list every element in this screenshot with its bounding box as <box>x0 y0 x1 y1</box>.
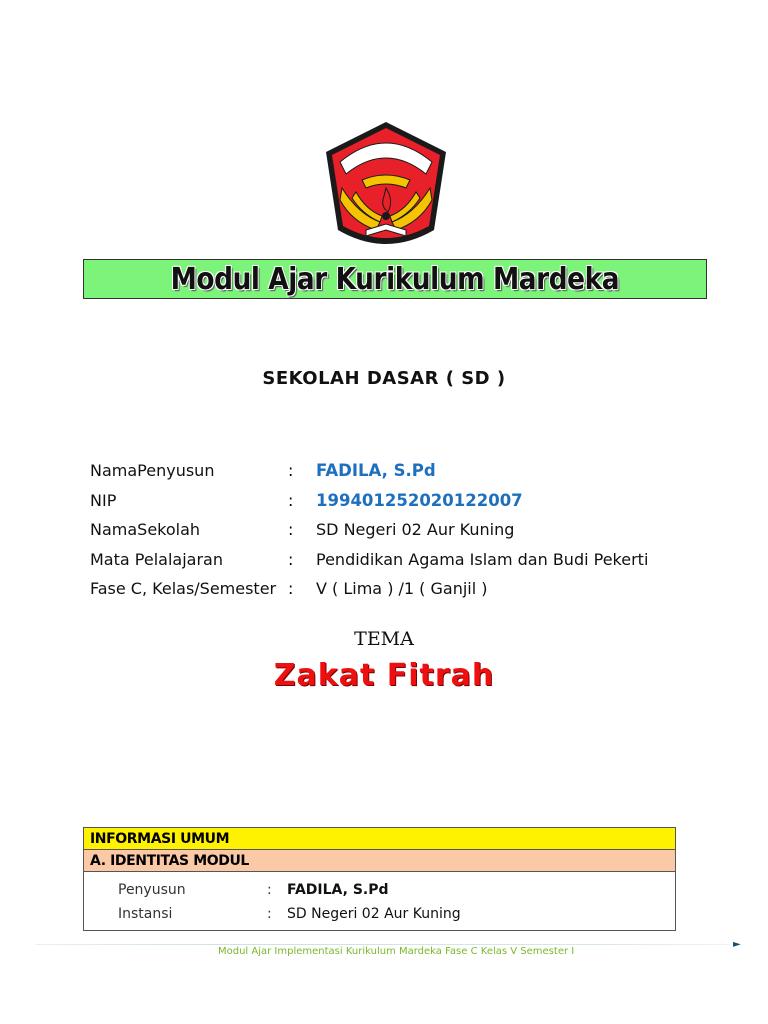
info-row-author <box>90 456 730 486</box>
author-info-list <box>90 456 730 604</box>
title-banner <box>83 259 707 299</box>
theme-label: TEMA <box>354 628 414 650</box>
info-colon: : <box>288 520 294 540</box>
info-label: NamaSekolah <box>90 520 201 540</box>
theme-title: Zakat Fitrah <box>273 658 495 693</box>
table-row-colon: : <box>267 906 272 922</box>
info-value-school: SD Negeri 02 Aur Kuning <box>316 520 515 540</box>
school-type-heading: SEKOLAH DASAR ( SD ) <box>262 368 506 389</box>
info-colon: : <box>288 549 294 569</box>
info-label: NIP <box>90 490 117 510</box>
table-row <box>84 878 675 902</box>
info-value-author: FADILA, S.Pd <box>316 461 436 481</box>
info-label: Mata Pelalajaran <box>90 549 223 569</box>
table-row-value: FADILA, S.Pd <box>287 882 389 898</box>
info-row-subject <box>90 545 730 575</box>
info-colon: : <box>288 461 294 481</box>
table-row-value: SD Negeri 02 Aur Kuning <box>287 906 461 922</box>
info-row-nip <box>90 486 730 516</box>
info-value-nip: 199401252020122007 <box>316 490 523 510</box>
footer-arrow-icon: ► <box>733 939 741 950</box>
logo-emblem-icon <box>322 118 450 258</box>
info-label: NamaPenyusun <box>90 461 215 481</box>
table-row-colon: : <box>267 882 272 898</box>
general-info-table <box>83 827 676 931</box>
info-row-school <box>90 515 730 545</box>
info-value-phase: V ( Lima ) /1 ( Ganjil ) <box>316 579 488 599</box>
info-colon: : <box>288 490 294 510</box>
info-value-subject: Pendidikan Agama Islam dan Budi Pekerti <box>316 549 649 569</box>
tut-wuri-handayani-logo <box>322 118 450 258</box>
info-row-phase <box>90 574 730 604</box>
info-colon: : <box>288 579 294 599</box>
table-section-heading: A. IDENTITAS MODUL <box>84 850 675 872</box>
table-row <box>84 902 675 926</box>
document-title: Modul Ajar Kurikulum Mardeka <box>170 261 620 297</box>
footer-divider <box>36 944 730 945</box>
info-label: Fase C, Kelas/Semester <box>90 579 277 599</box>
table-row-label: Penyusun <box>118 882 186 898</box>
table-header: INFORMASI UMUM <box>84 828 675 850</box>
table-body <box>84 872 675 930</box>
footer-text: Modul Ajar Implementasi Kurikulum Mardeka Fase C Kelas V Semester I <box>218 946 575 957</box>
table-row-label: Instansi <box>118 906 173 922</box>
